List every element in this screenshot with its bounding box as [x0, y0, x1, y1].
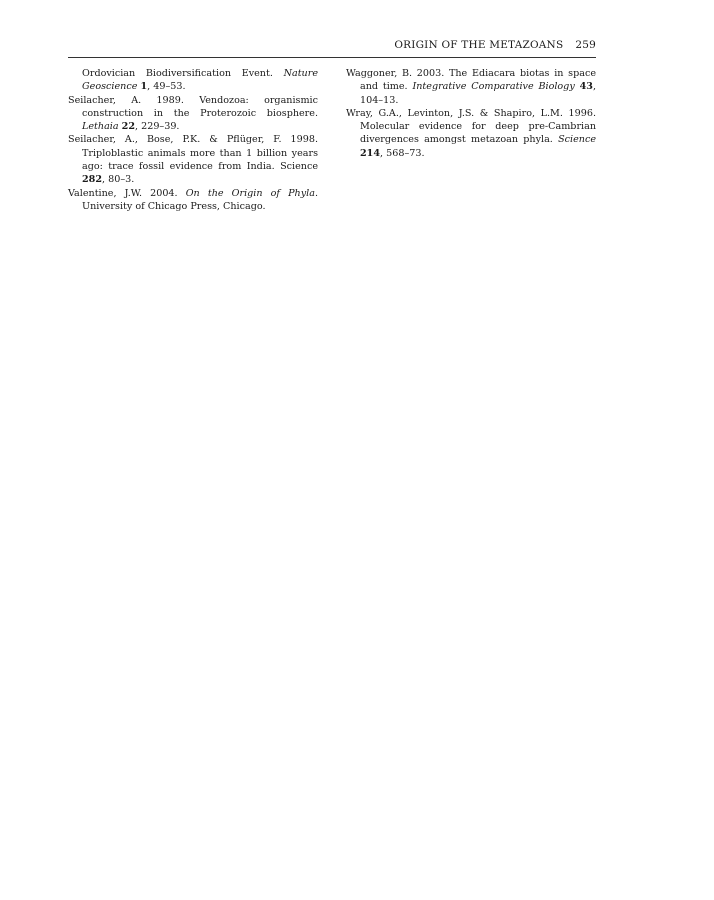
- running-title: ORIGIN OF THE METAZOANS: [394, 39, 564, 51]
- header-rule: [68, 57, 596, 58]
- reference-entry: Valentine, J.W. 2004. On the Origin of Phyla. University of Chicago Press, Chicago.: [68, 187, 318, 212]
- running-head: [68, 39, 596, 55]
- references-left-column: [68, 67, 318, 213]
- references-right-column: [346, 67, 596, 160]
- reference-entry: Wray, G.A., Levinton, J.S. & Shapiro, L.M. 1996. Molecular evidence for deep pre-Cambrian divergences amongst metazoan phyla. Science 214, 568–73.: [346, 107, 596, 159]
- reference-entry: Seilacher, A., Bose, P.K. & Pflüger, F. 1998. Triploblastic animals more than 1 billion years ago: trace fossil evidence from India. Science 282, 80–3.: [68, 134, 318, 186]
- reference-entry: Seilacher, A. 1989. Vendozoa: organismic construction in the Proterozoic biosphere. Lethaia 22, 229–39.: [68, 94, 318, 133]
- reference-entry: Waggoner, B. 2003. The Ediacara biotas in space and time. Integrative Comparative Biology 43, 104–13.: [346, 68, 596, 106]
- page-number: 259: [575, 39, 596, 51]
- reference-entry: Ordovician Biodiversification Event. Nature Geoscience 1, 49–53.: [82, 68, 318, 93]
